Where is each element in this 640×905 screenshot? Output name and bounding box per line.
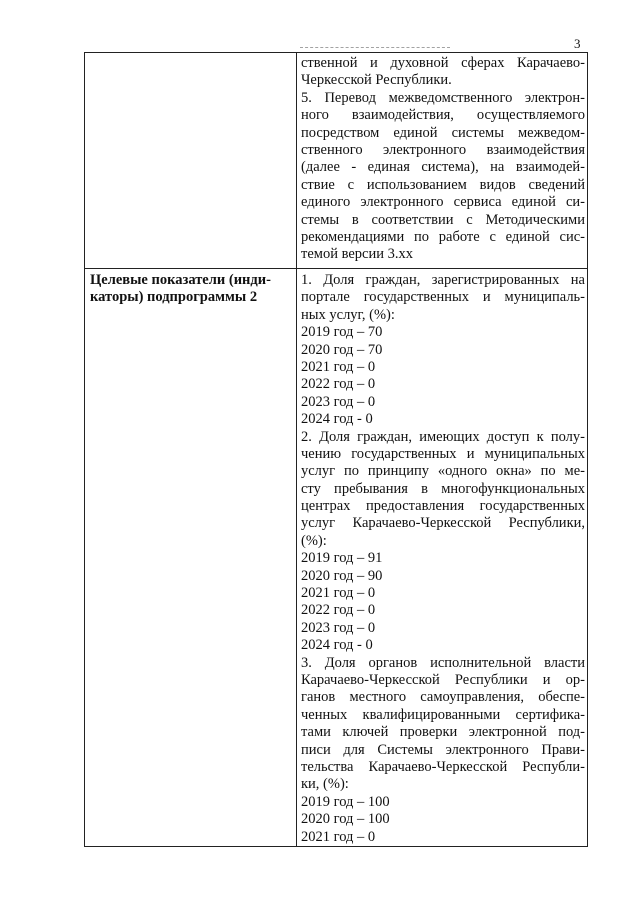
text-line: писи для Системы электронного Прави- [301, 741, 585, 758]
text-line: (далее - единая система), на взаимодей- [301, 159, 585, 176]
text-line: 2020 год – 100 [301, 811, 390, 828]
indicators-label-line: Целевые показатели (инди- [90, 272, 271, 288]
text-line: 2019 год – 100 [301, 793, 390, 810]
text-line: 2019 год – 70 [301, 324, 383, 341]
text-line: услуг Карачаево-Черкесской Республики, [301, 515, 585, 532]
text-line: ганов местного самоуправления, обеспе- [301, 689, 585, 706]
indicators-label-line: каторы) подпрограммы 2 [90, 289, 258, 306]
text-line: 1. Доля граждан, зарегистрированных на [301, 272, 585, 288]
text-line: (%): [301, 532, 327, 549]
text-line: единого электронного сервиса единой си- [301, 194, 585, 211]
text-line: 2021 год – 0 [301, 358, 376, 375]
right-top-cell [301, 55, 585, 264]
text-line: ки, (%): [301, 776, 349, 793]
text-line: 2020 год – 70 [301, 341, 383, 358]
column-divider [296, 53, 297, 846]
text-line: 2024 год - 0 [301, 637, 373, 654]
text-line: портале государственных и муниципаль- [301, 289, 585, 306]
page-number: 3 [574, 36, 581, 51]
text-line: 5. Перевод межведомственного электрон- [301, 89, 585, 106]
text-line: ственной и духовной сферах Карачаево- [301, 55, 585, 71]
text-line: ченных квалифицированными сертифика- [301, 706, 585, 723]
text-line: тами ключей проверки электронной под- [301, 724, 585, 741]
text-line: 2022 год – 0 [301, 376, 376, 393]
text-line: 2021 год – 0 [301, 585, 376, 602]
text-line: центрах предоставления государственных [301, 498, 585, 515]
text-line: сту пребывания в многофункциональных [301, 480, 585, 497]
text-line: темой версии 3.хх [301, 246, 413, 263]
text-line: Черкесской Республики. [301, 72, 452, 89]
row-divider [85, 268, 587, 269]
text-line: 2022 год – 0 [301, 602, 376, 619]
text-line: 2019 год – 91 [301, 550, 383, 567]
indicators-values-cell [301, 272, 585, 846]
text-line: тельства Карачаево-Черкесской Республи- [301, 758, 585, 775]
text-line: 2023 год – 0 [301, 619, 376, 636]
text-line: 2020 год – 90 [301, 567, 383, 584]
program-table [84, 52, 588, 847]
text-line: чению государственных и муниципальных [301, 445, 585, 462]
text-line: посредством единой системы межведом- [301, 124, 585, 141]
text-line: 2024 год - 0 [301, 411, 373, 428]
text-line: 2021 год – 0 [301, 828, 376, 845]
text-line: 3. Доля органов исполнительной власти [301, 654, 585, 671]
text-line: услуг по принципу «одного окна» по ме- [301, 463, 585, 480]
text-line: 2. Доля граждан, имеющих доступ к полу- [301, 428, 585, 445]
text-line: стемы в соответствии с Методическими [301, 211, 585, 228]
text-line: ного взаимодействия, осуществляемого [301, 107, 585, 124]
text-line: ствие с использованием видов сведений [301, 176, 585, 193]
top-dashed-line [300, 47, 450, 50]
text-line: 2023 год – 0 [301, 393, 376, 410]
text-line: Карачаево-Черкесской Республики и ор- [301, 671, 585, 688]
indicators-label-cell [90, 272, 292, 307]
text-line: ных услуг, (%): [301, 306, 395, 323]
text-line: рекомендациями по работе с единой сис- [301, 228, 585, 245]
text-line: ственного электронного взаимодействия [301, 141, 585, 158]
